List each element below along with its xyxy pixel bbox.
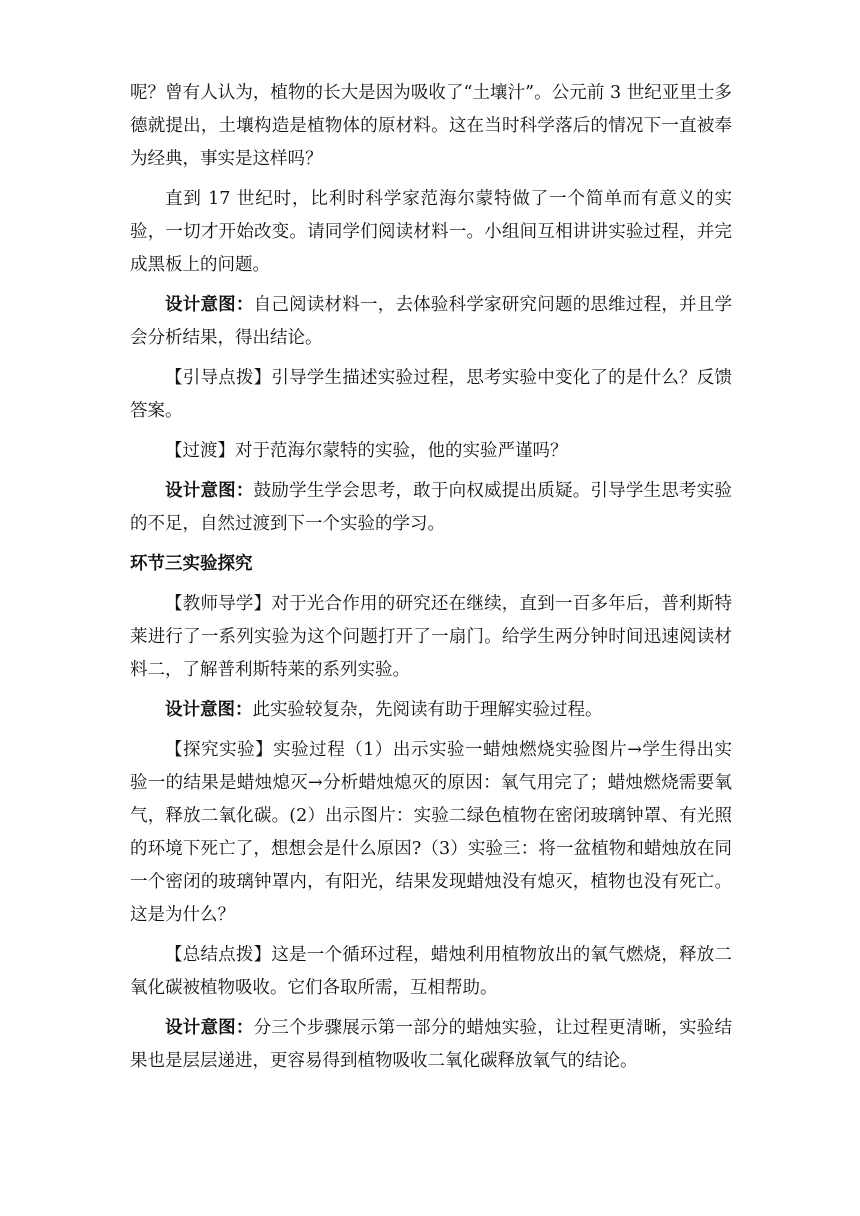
paragraph-lead: 设计意图： xyxy=(165,481,254,501)
paragraph-text: 鼓励学生学会思考，敢于向权威提出质疑。引导学生思考实验的不足，自然过渡到下一个实验的学习。 xyxy=(130,481,733,534)
paragraph-text: 这是一个循环过程，蜡烛利用植物放出的氧气燃烧，释放二氧化碳被植物吸收。它们各取所需，互相帮助。 xyxy=(130,945,733,998)
paragraph-text: 直到 17 世纪时，比利时科学家范海尔蒙特做了一个简单而有意义的实验，一切才开始改变。请同学们阅读材料一。小组间互相讲讲实验过程，并完成黑板上的问题。 xyxy=(130,189,732,275)
paragraph-lead: 【过渡】 xyxy=(165,441,235,461)
paragraph-transition xyxy=(130,435,732,468)
paragraph-lead: 【引导点拨】 xyxy=(165,368,272,388)
paragraph-text: 对于范海尔蒙特的实验，他的实验严谨吗？ xyxy=(235,441,568,461)
paragraph-lead: 设计意图： xyxy=(165,295,254,315)
paragraph-lead: 设计意图： xyxy=(165,1018,254,1038)
paragraph-lead: 【探究实验】 xyxy=(165,740,274,760)
paragraph-text: 此实验较复杂，先阅读有助于理解实验过程。 xyxy=(252,700,603,720)
paragraph-lead: 【总结点拨】 xyxy=(165,945,272,965)
paragraph-design-intent-3 xyxy=(130,694,732,727)
paragraph-lead: 设计意图： xyxy=(165,700,253,720)
paragraph-text: 呢？曾有人认为，植物的长大是因为吸收了“土壤汁”。公元前 3 世纪亚里士多德就提出，土壤构造是植物体的原材料。这在当时科学落后的情况下一直被奉为经典，事实是这样吗？ xyxy=(130,83,732,169)
paragraph-soil-juice xyxy=(130,77,732,176)
paragraph-lead: 【教师导学】 xyxy=(165,594,272,614)
paragraph-inquiry-experiment xyxy=(130,734,732,932)
paragraph-text: 引导学生描述实验过程，思考实验中变化了的是什么？反馈答案。 xyxy=(130,368,733,421)
paragraph-summary xyxy=(130,939,732,1005)
paragraph-text: 实验过程（1）出示实验一蜡烛燃烧实验图片→学生得出实验一的结果是蜡烛熄灭→分析蜡烛熄灭的原因：氧气用完了；蜡烛燃烧需要氧气，释放二氧化碳。(2）出示图片：实验二绿色植物在密闭玻璃钟罩、有光照的环境下死亡了，想想会是什么原因?（3）实验三：将一盆植物和蜡烛放在同一个密闭的玻璃钟罩内，有阳光，结果发现蜡烛没有熄灭，植物也没有死亡。这是为什么？ xyxy=(130,740,733,925)
document-page xyxy=(130,77,732,1085)
paragraph-design-intent-2 xyxy=(130,475,732,541)
paragraph-text: 分三个步骤展示第一部分的蜡烛实验，让过程更清晰，实验结果也是层层递进，更容易得到植物吸收二氧化碳释放氧气的结论。 xyxy=(130,1018,733,1071)
paragraph-design-intent-1 xyxy=(130,289,732,355)
section-heading: 环节三实验探究 xyxy=(130,554,253,574)
paragraph-van-helmont xyxy=(130,183,732,282)
paragraph-teacher-guide xyxy=(130,588,732,687)
paragraph-design-intent-4 xyxy=(130,1012,732,1078)
paragraph-text: 自己阅读材料一，去体验科学家研究问题的思维过程，并且学会分析结果，得出结论。 xyxy=(130,295,733,348)
paragraph-guidance xyxy=(130,362,732,428)
paragraph-text: 对于光合作用的研究还在继续，直到一百多年后，普利斯特莱进行了一系列实验为这个问题打开了一扇门。给学生两分钟时间迅速阅读材料二，了解普利斯特莱的系列实验。 xyxy=(130,594,733,680)
